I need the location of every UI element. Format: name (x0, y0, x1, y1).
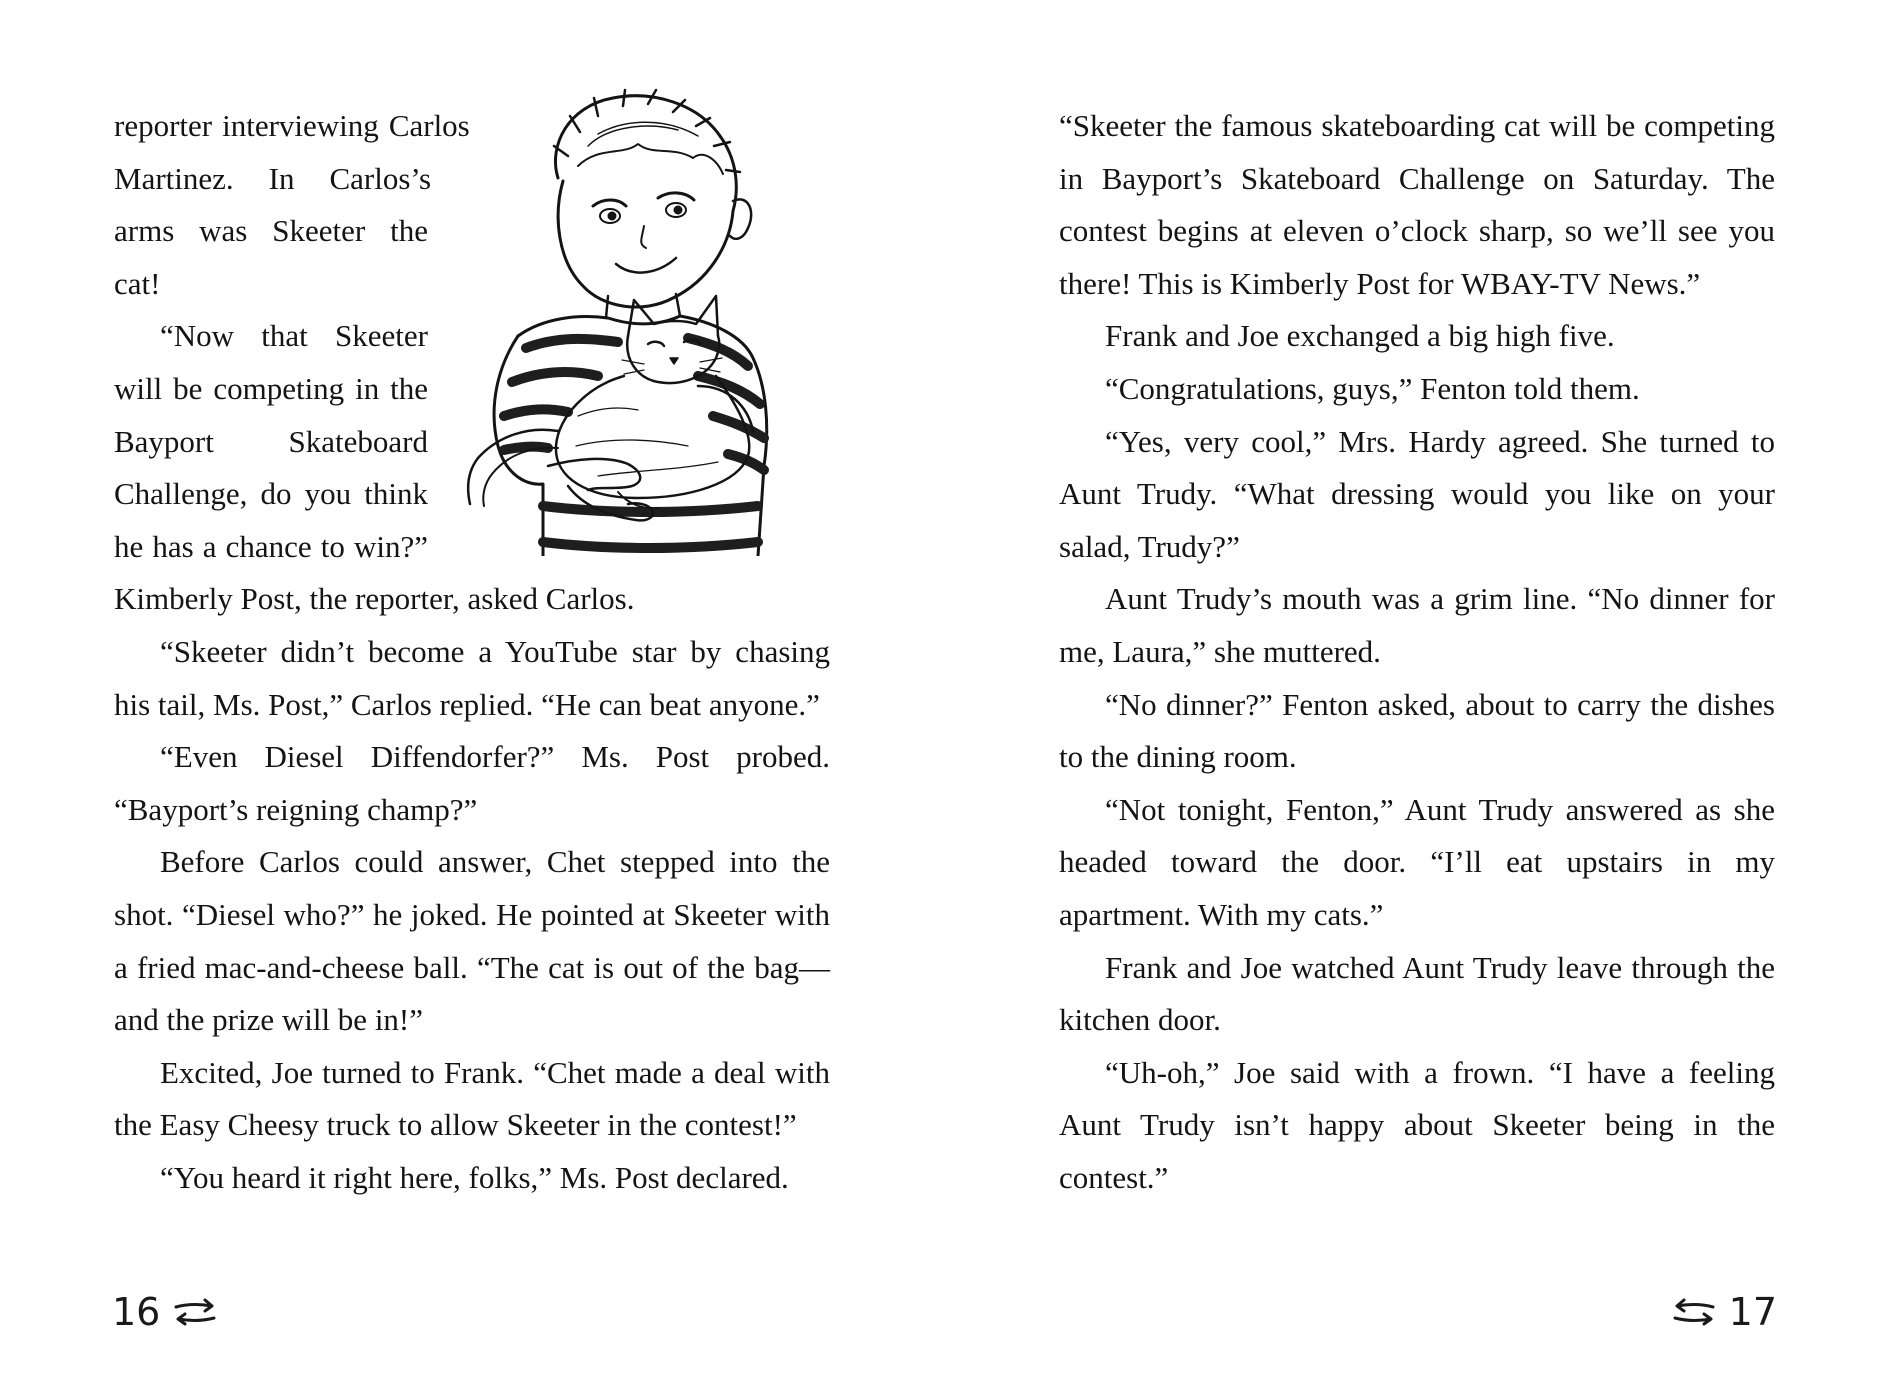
right-page (1059, 100, 1775, 1204)
paragraph: “Uh-oh,” Joe said with a frown. “I have a feeling Aunt Trudy isn’t happy about Skeeter being in the contest.” (1059, 1054, 1775, 1195)
left-folio (112, 1288, 218, 1336)
paragraph: “Not tonight, Fenton,” Aunt Trudy answered as she headed toward the door. “I’ll eat upstairs in my apartment. With my cats.” (1059, 791, 1775, 932)
page-number: 17 (1728, 1290, 1777, 1334)
left-page (114, 100, 830, 1204)
paragraph: Frank and Joe watched Aunt Trudy leave through the kitchen door. (1059, 949, 1775, 1038)
double-arrow-icon (172, 1297, 218, 1327)
paragraph: “Now that Skeeter will be competing in the Bayport Skateboard Challenge, do you think he has a chance to win?” Kimberly Post, the reporter, asked Carlos. (114, 318, 635, 617)
paragraph: Aunt Trudy’s mouth was a grim line. “No dinner for me, Laura,” she muttered. (1059, 581, 1775, 669)
paragraph: Before Carlos could answer, Chet stepped into the shot. “Diesel who?” he joked. He pointed at Skeeter with a fried mac-and-cheese ball. “The cat is out of the bag—and the prize will be in!” (114, 844, 830, 1038)
paragraph: “Skeeter the famous skateboarding cat will be competing in Bayport’s Skateboard Challenge on Saturday. The contest begins at eleven o’clock sharp, so we’ll see you there! This is Kimberly Post for WBAY-TV News.” (1059, 108, 1775, 301)
page-number: 16 (112, 1290, 161, 1334)
paragraph: “You heard it right here, folks,” Ms. Post declared. (160, 1159, 789, 1195)
paragraph: Excited, Joe turned to Frank. “Chet made a deal with the Easy Cheesy truck to allow Skeeter in the contest!” (114, 1054, 830, 1143)
paragraph: “Skeeter didn’t become a YouTube star by chasing his tail, Ms. Post,” Carlos replied. “He can beat anyone.” (114, 633, 830, 722)
paragraph: “Yes, very cool,” Mrs. Hardy agreed. She turned to Aunt Trudy. “What dressing would you like on your salad, Trudy?” (1059, 423, 1775, 564)
double-arrow-icon (1671, 1297, 1717, 1327)
right-page-text (1059, 100, 1775, 1204)
paragraph: “No dinner?” Fenton asked, about to carry the dishes to the dining room. (1059, 686, 1775, 775)
paragraph: Frank and Joe exchanged a big high five. (1105, 318, 1615, 354)
paragraph: reporter interviewing Carlos Martinez. In Carlos’s arms was Skeeter the cat! (114, 108, 470, 301)
paragraph: “Even Diesel Diffendorfer?” Ms. Post probed. “Bayport’s reigning champ?” (114, 739, 830, 827)
paragraph: “Congratulations, guys,” Fenton told them. (1105, 370, 1640, 406)
boy-holding-cat-illustration (448, 86, 840, 556)
right-folio (1671, 1288, 1777, 1336)
